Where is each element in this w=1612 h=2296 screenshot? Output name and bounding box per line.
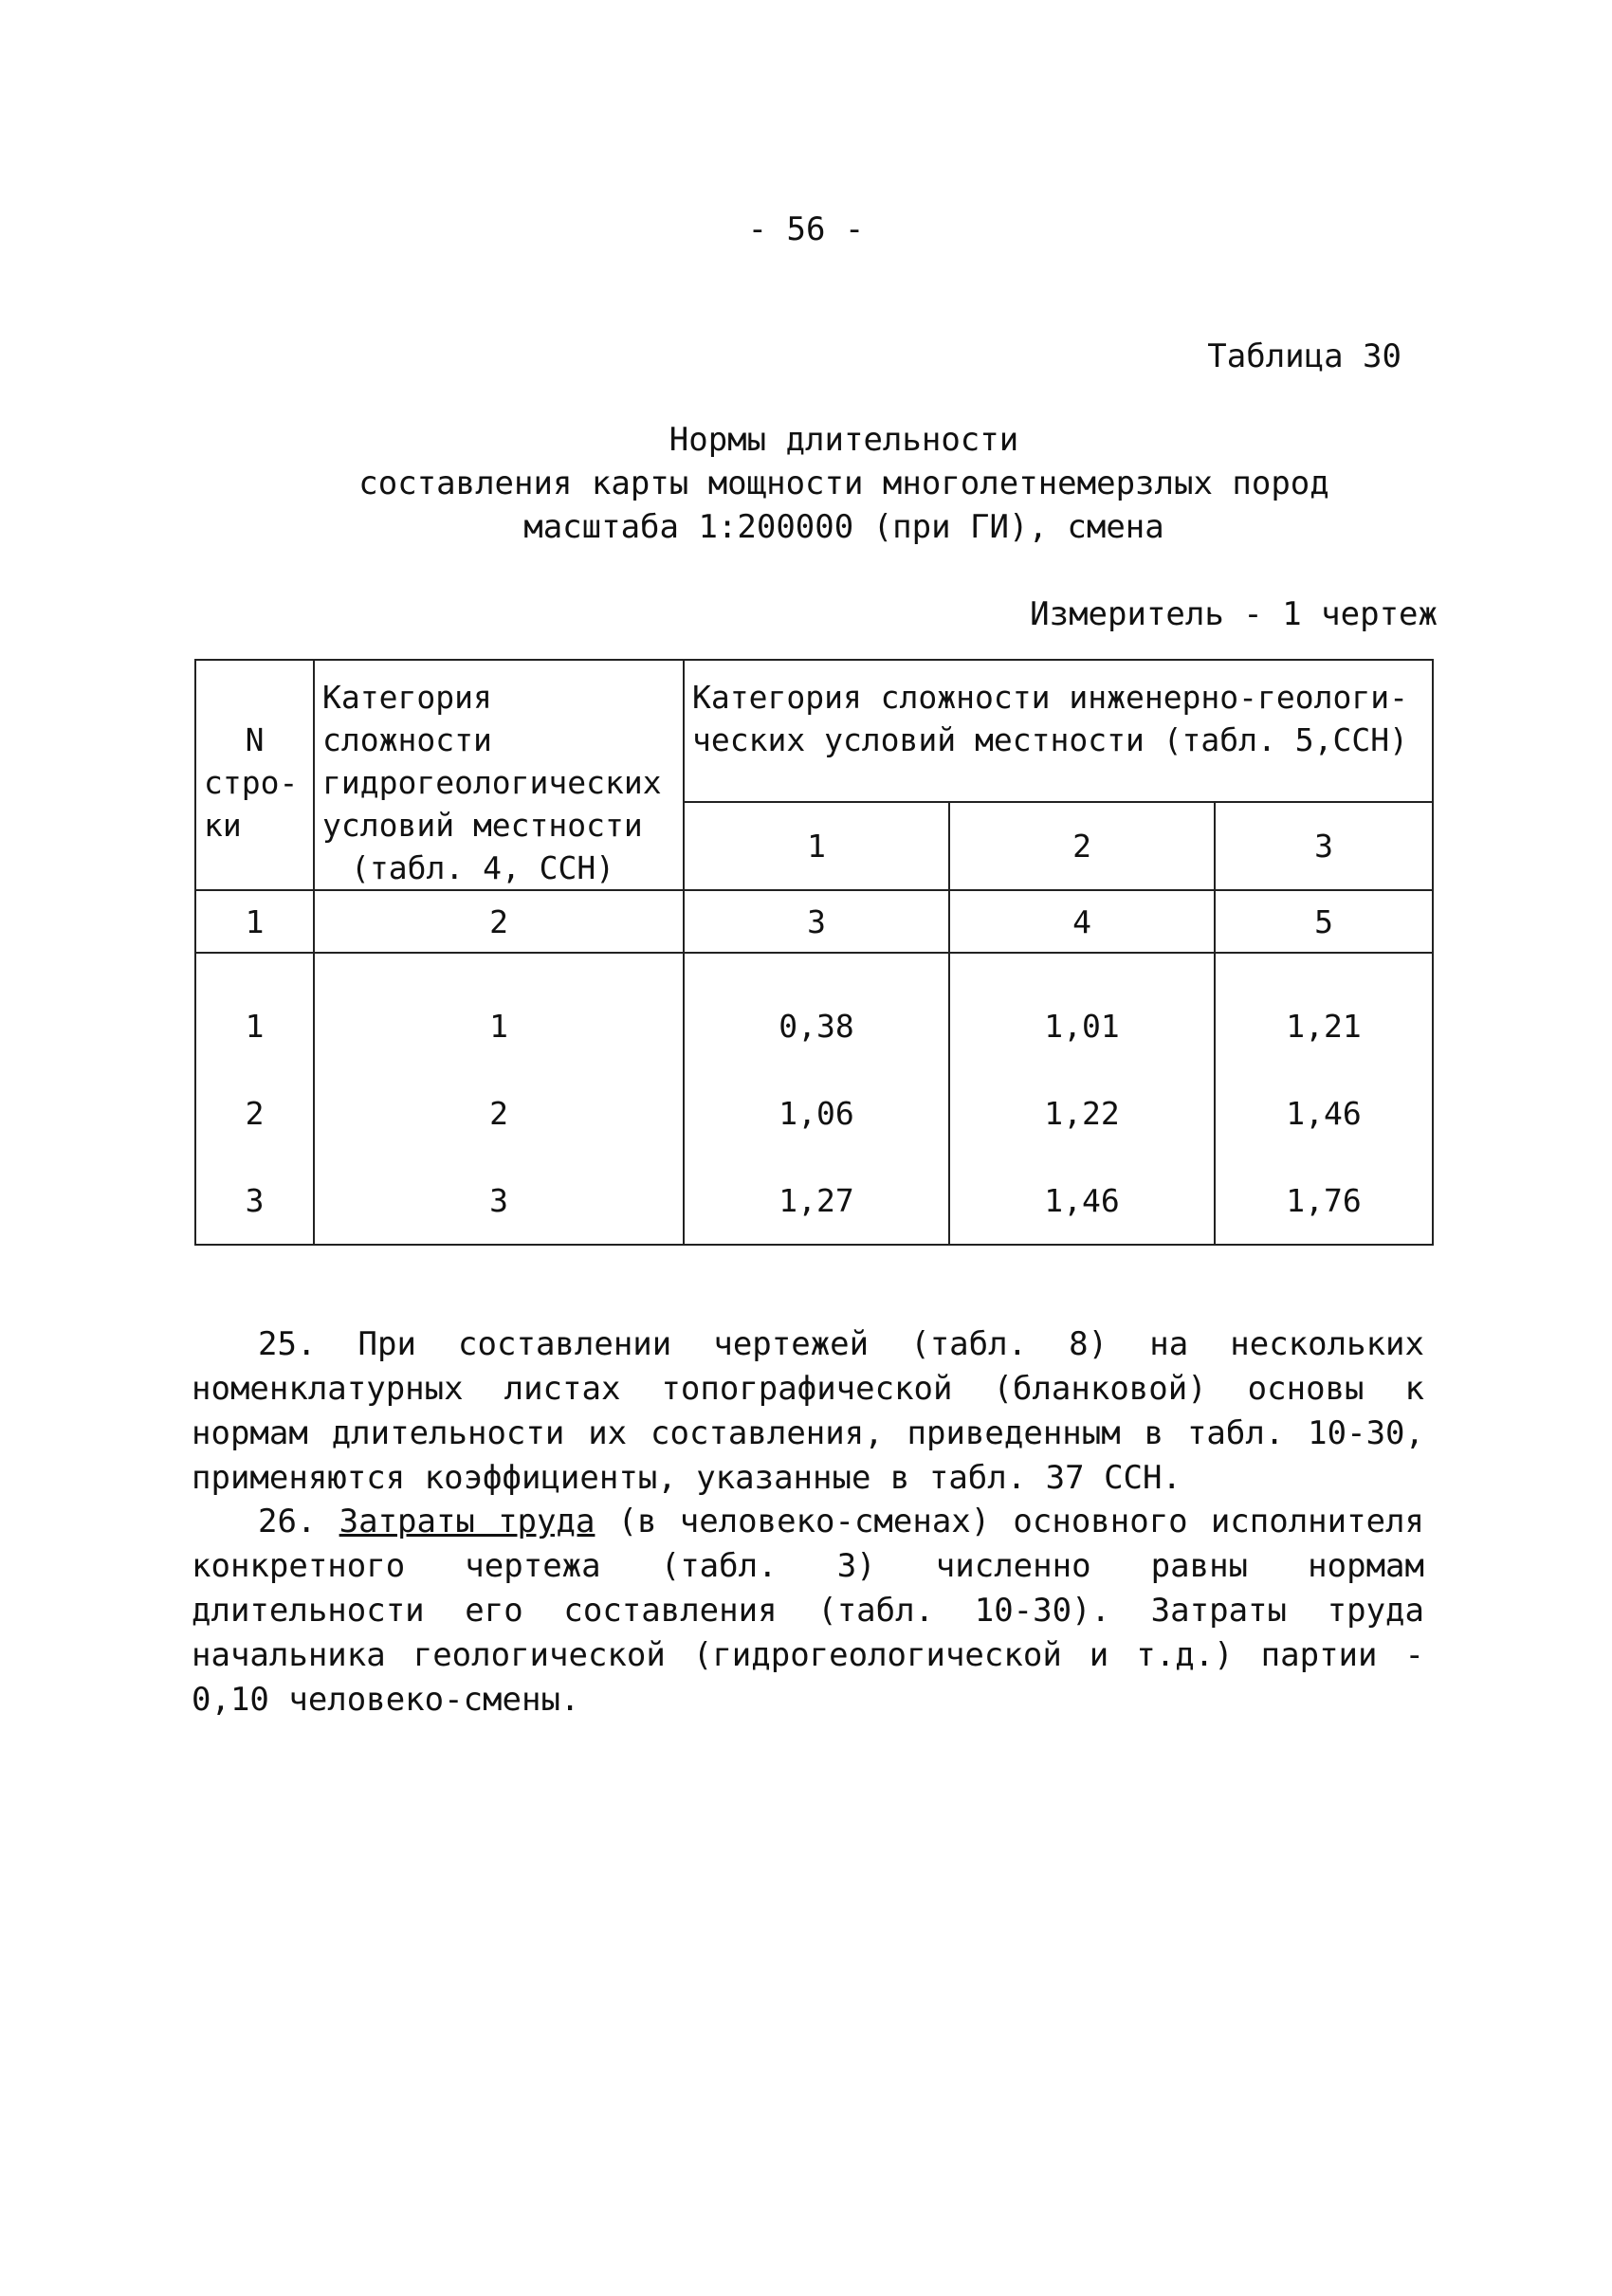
row-category: 1 [314,953,684,1069]
column-number-2: 2 [314,890,684,953]
header-hydro-line-1: Категория сложности [322,679,492,758]
header-hydro-line-3: условий местности [322,807,643,844]
subheader-2: 2 [949,802,1215,890]
column-number-5: 5 [1215,890,1433,953]
subheader-3: 3 [1215,802,1433,890]
row-number: 3 [195,1157,314,1245]
header-geo-category [684,660,1433,802]
column-number-1: 1 [195,890,314,953]
table-row [195,1069,1433,1157]
header-hydro-line-4: (табл. 4, ССН) [351,849,615,886]
header-n-line-3: ки [204,807,242,844]
row-value-3: 1,46 [1215,1069,1433,1157]
header-geo-line-2: ческих условий местности (табл. 5,ССН) [692,721,1408,758]
column-number-row [195,890,1433,953]
header-n: N [245,721,265,758]
row-value-2: 1,46 [949,1157,1215,1245]
header-row [195,660,1433,802]
table-title-line-1: Нормы длительности [669,421,1019,459]
paragraph-26-number: 26. [258,1503,317,1540]
column-number-4: 4 [949,890,1215,953]
table-title-line-3: масштаба 1:200000 (при ГИ), смена [523,508,1164,546]
paragraph-26 [192,1500,1424,1722]
paragraph-26-text: (в человеко-сменах) основного исполнителя конкретного чертежа (табл. 3) численно равны нормам длительности его составления (табл. 10-30). Затраты труда начальника геологической (гидрогеологической и т.д.) партии - 0,10 человеко-смены. [192,1503,1424,1719]
table-title-line-2: составления карты мощности многолетнемерзлых пород [358,465,1329,502]
unit-of-measure: Измеритель - 1 чертеж [1030,595,1438,633]
header-geo-line-1: Категория сложности инженерно-геологи- [692,679,1408,716]
norms-table [194,659,1434,1246]
page-number: - 56 - [747,210,865,248]
row-value-1: 0,38 [684,953,949,1069]
table-label: Таблица 30 [1207,337,1401,375]
row-category: 2 [314,1069,684,1157]
paragraph-25: 25. При составлении чертежей (табл. 8) на нескольких номенклатурных листах топографической (бланковой) основы к нормам длительности их составления, приведенным в табл. 10-30, применяются коэффициенты, указанные в табл. 37 ССН. [192,1325,1424,1497]
subheader-1: 1 [684,802,949,890]
header-hydro-line-2: гидрогеологических [322,764,662,801]
row-value-1: 1,27 [684,1157,949,1245]
table-row [195,1157,1433,1245]
header-n-line-2: стро- [204,764,299,801]
column-number-3: 3 [684,890,949,953]
row-value-3: 1,76 [1215,1157,1433,1245]
table-row [195,953,1433,1069]
header-hydro-category [314,660,684,890]
row-value-2: 1,01 [949,953,1215,1069]
header-row-number [195,660,314,890]
row-category: 3 [314,1157,684,1245]
row-value-3: 1,21 [1215,953,1433,1069]
row-value-1: 1,06 [684,1069,949,1157]
row-value-2: 1,22 [949,1069,1215,1157]
paragraph-26-underlined: Затраты труда [339,1503,595,1540]
row-number: 1 [195,953,314,1069]
row-number: 2 [195,1069,314,1157]
